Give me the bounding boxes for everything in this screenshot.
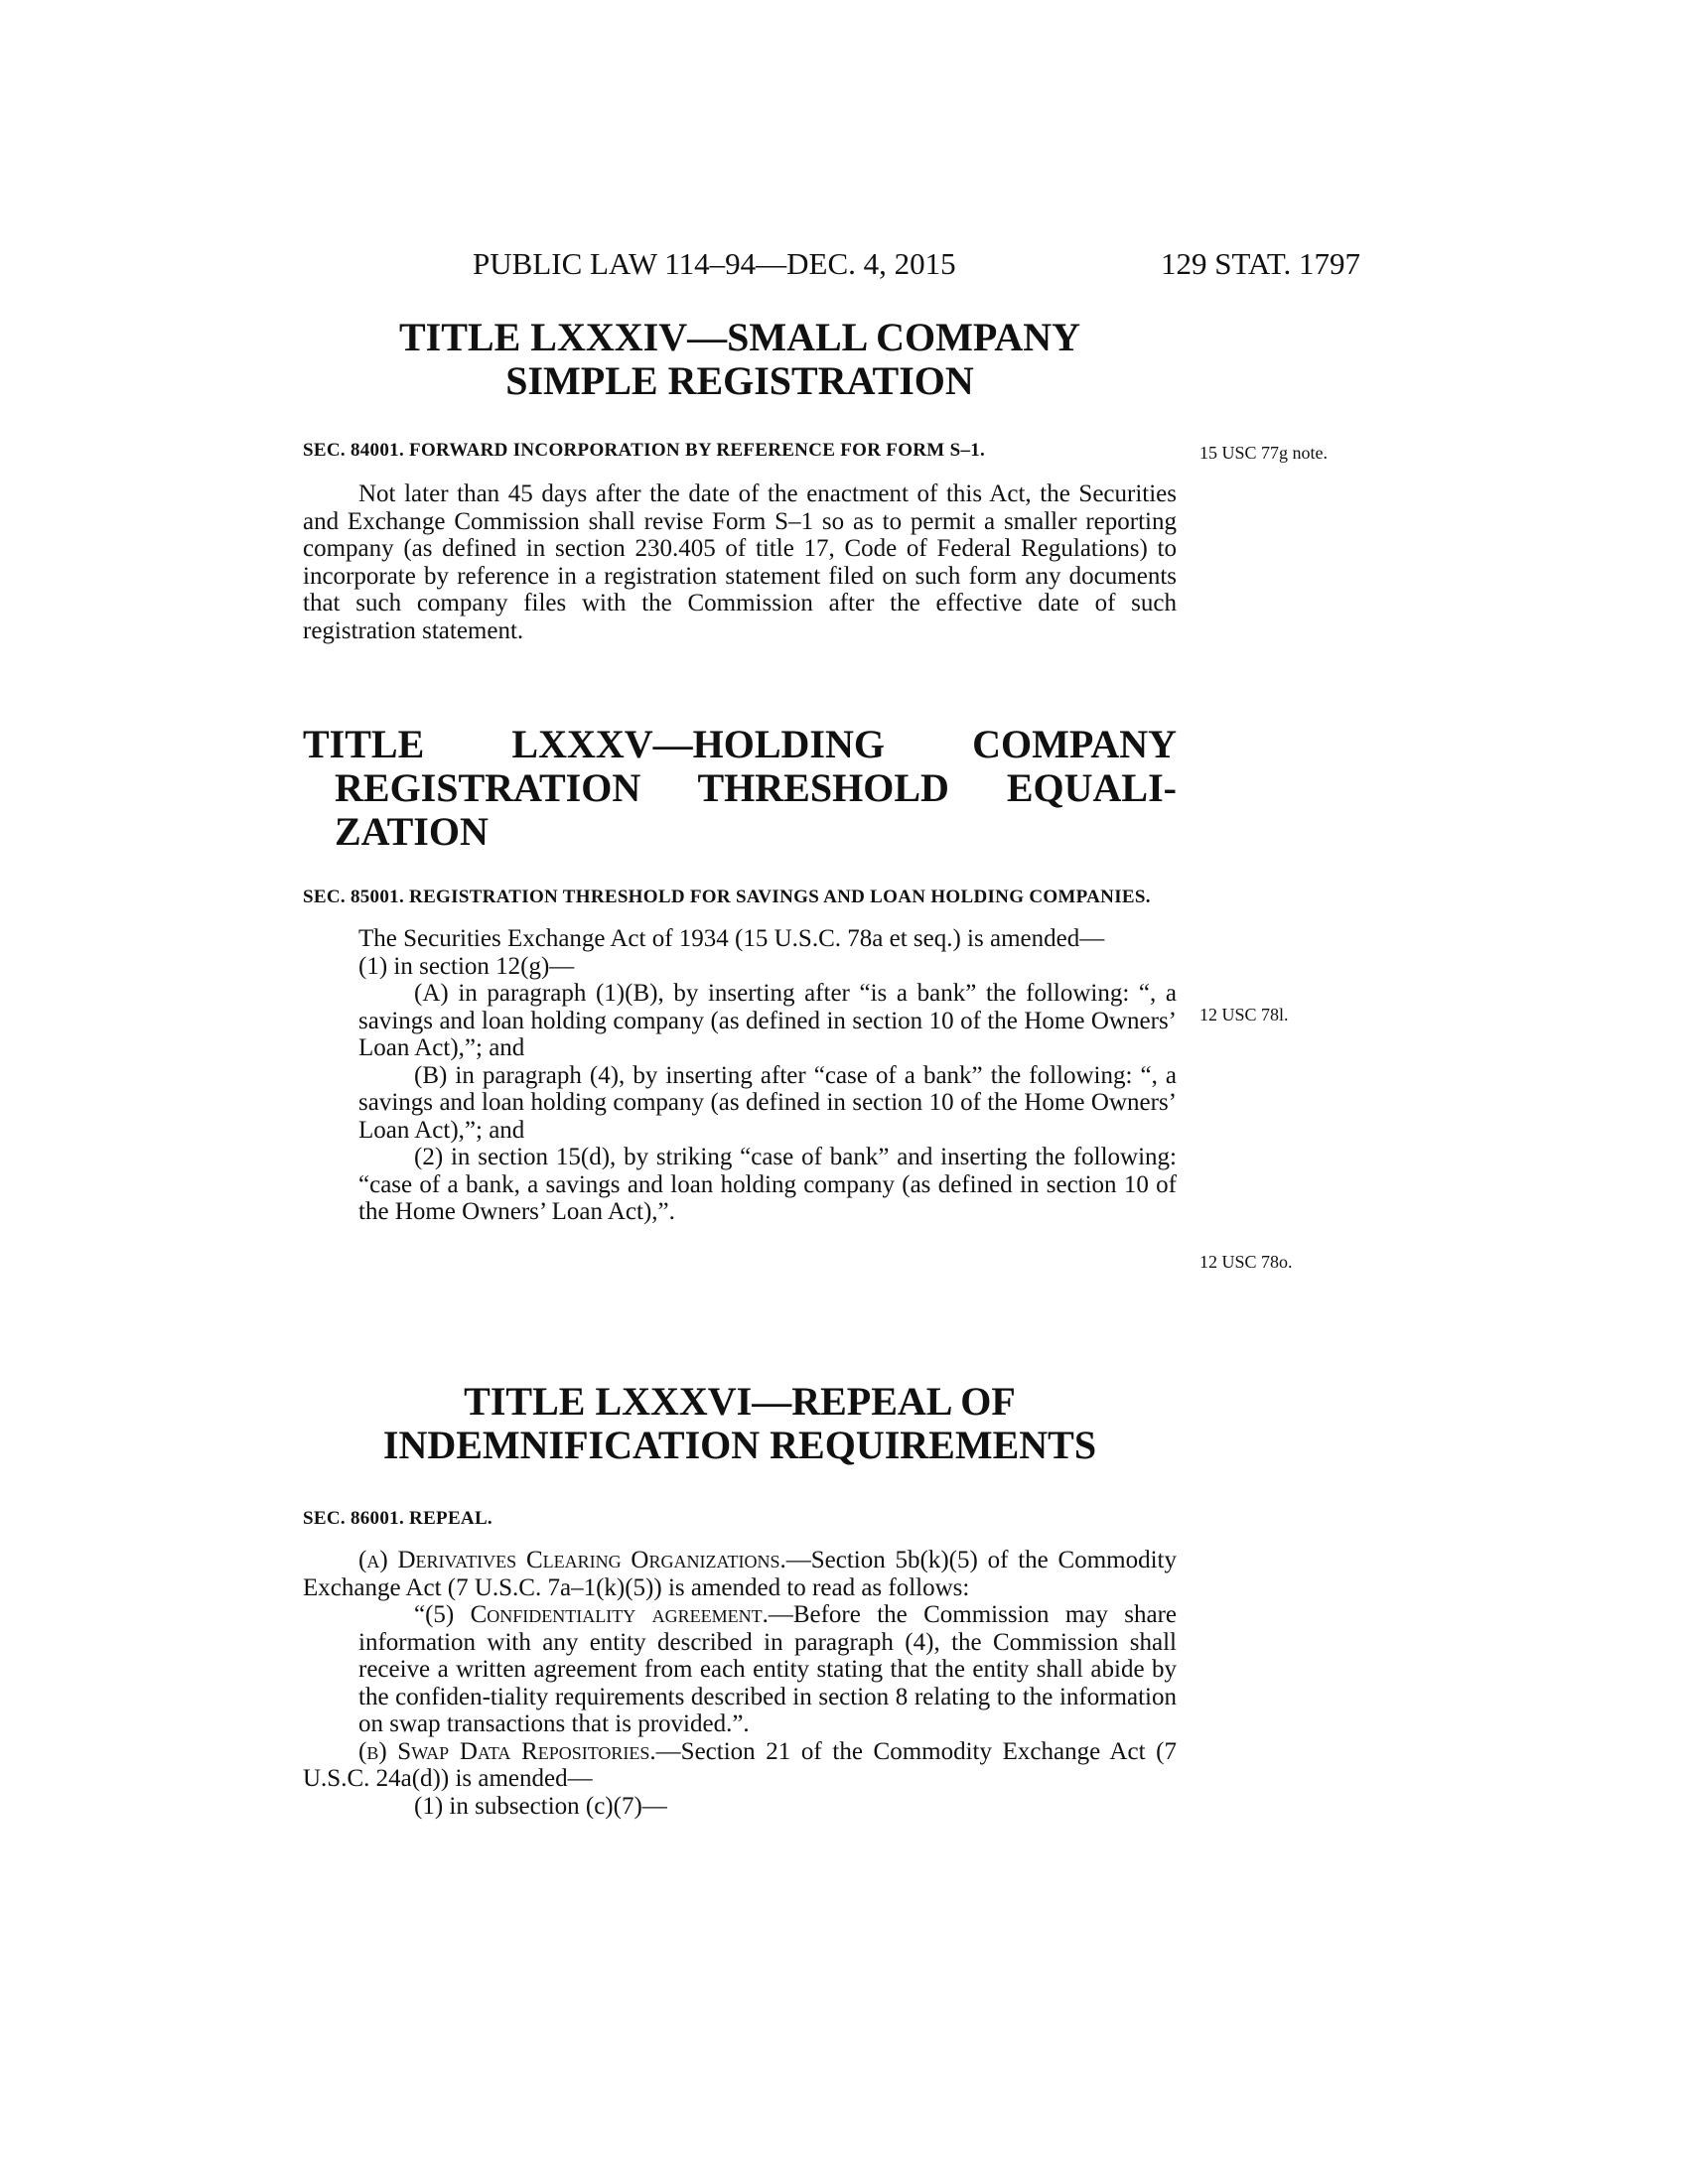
section-86001 xyxy=(303,1507,1177,1820)
section-85001-heading: SEC. 85001. REGISTRATION THRESHOLD FOR SAVINGS AND LOAN HOLDING COMPANIES. xyxy=(303,887,1151,907)
section-86001-subsection-b xyxy=(303,1738,1177,1793)
section-85001-item-1a: (A) in paragraph (1)(B), by inserting after “is a bank” the following: “, a savings and loan holding company (as defined in section 10 of the Home Owners’ Loan Act),”; and xyxy=(358,980,1177,1061)
subsection-a-heading: (a) Derivatives Clearing Organizations. xyxy=(358,1547,786,1573)
section-85001-intro: The Securities Exchange Act of 1934 (15 U.S.C. 78a et seq.) is amended— xyxy=(358,925,1105,952)
section-86001-item-b1: (1) in subsection (c)(7)— xyxy=(414,1792,667,1820)
header-page-number: 129 STAT. 1797 xyxy=(1160,246,1360,281)
margin-note-12-usc-78o: 12 USC 78o. xyxy=(1199,1252,1293,1272)
section-84001-heading: SEC. 84001. FORWARD INCORPORATION BY REFERENCE FOR FORM S–1. xyxy=(303,440,986,461)
section-85001-item-2: (2) in section 15(d), by striking “case of bank” and inserting the following: “case of a bank, a savings and loan holding company (as defined in section 10 of the Home Owners’ Loan Act),”. xyxy=(358,1144,1177,1225)
margin-note-12-usc-78l: 12 USC 78l. xyxy=(1199,1005,1289,1024)
subsection-b-heading: (b) Swap Data Repositories. xyxy=(358,1737,656,1765)
section-86001-quoted-paragraph xyxy=(303,1601,1177,1738)
section-86001-heading: SEC. 86001. REPEAL. xyxy=(303,1508,492,1529)
section-86001-subsection-a xyxy=(303,1547,1177,1601)
running-header xyxy=(0,246,1688,286)
title-lxxxvi-line1: TITLE LXXXVI—REPEAL OF xyxy=(464,1379,1016,1424)
title-lxxxvi xyxy=(303,1380,1177,1467)
header-citation: PUBLIC LAW 114–94—DEC. 4, 2015 xyxy=(473,246,956,281)
subsection-a-text: —Section 5b(k)(5) of the Commodity Exchange Act (7 U.S.C. 7a–1(k)(5)) is amended to read as follows: xyxy=(303,1547,1177,1601)
title-lxxxiv-line1: TITLE LXXXIV—SMALL COMPANY xyxy=(399,315,1080,359)
margin-note-15-usc-77g: 15 USC 77g note. xyxy=(1199,443,1329,463)
quoted-paragraph-heading: “(5) Confidentiality agreement. xyxy=(414,1601,769,1628)
title-lxxxiv xyxy=(303,316,1177,403)
subsection-b-text: —Section 21 of the Commodity Exchange Act (7 U.S.C. 24a(d)) is amended— xyxy=(303,1737,1177,1792)
section-85001-item-1: (1) in section 12(g)— xyxy=(358,952,575,980)
title-lxxxiv-line2: SIMPLE REGISTRATION xyxy=(505,358,974,403)
section-85001 xyxy=(303,886,1177,1226)
section-84001-body: Not later than 45 days after the date of the enactment of this Act, the Securities and Exchange Commission shall revise Form S–1 so as to permit a smaller reporting company (as defined in section 230.405 of title 17, Code of Federal Regulations) to incorporate by reference in a registration statement filed on such form any documents that such company files with the Commission after the effective date of such registration statement. xyxy=(303,480,1177,644)
title-lxxxvi-line2: INDEMNIFICATION REQUIREMENTS xyxy=(382,1423,1097,1467)
section-84001 xyxy=(303,439,1177,644)
section-85001-item-1b: (B) in paragraph (4), by inserting after “case of a bank” the following: “, a savings and loan holding company (as defined in section 10 of the Home Owners’ Loan Act),”; and xyxy=(358,1061,1177,1144)
title-lxxxv-heading: TITLE LXXXV—HOLDING COMPANY REGISTRATION THRESHOLD EQUALI-ZATION xyxy=(303,722,1177,854)
title-lxxxv xyxy=(303,723,1177,854)
quoted-paragraph-text: —Before the Commission may share information with any entity described in paragraph (4), the Commission shall receive a written agreement from each entity stating that the entity shall abide by the confiden-tiality requirements described in section 8 relating to the information on swap transactions that is provided.”. xyxy=(358,1601,1177,1737)
